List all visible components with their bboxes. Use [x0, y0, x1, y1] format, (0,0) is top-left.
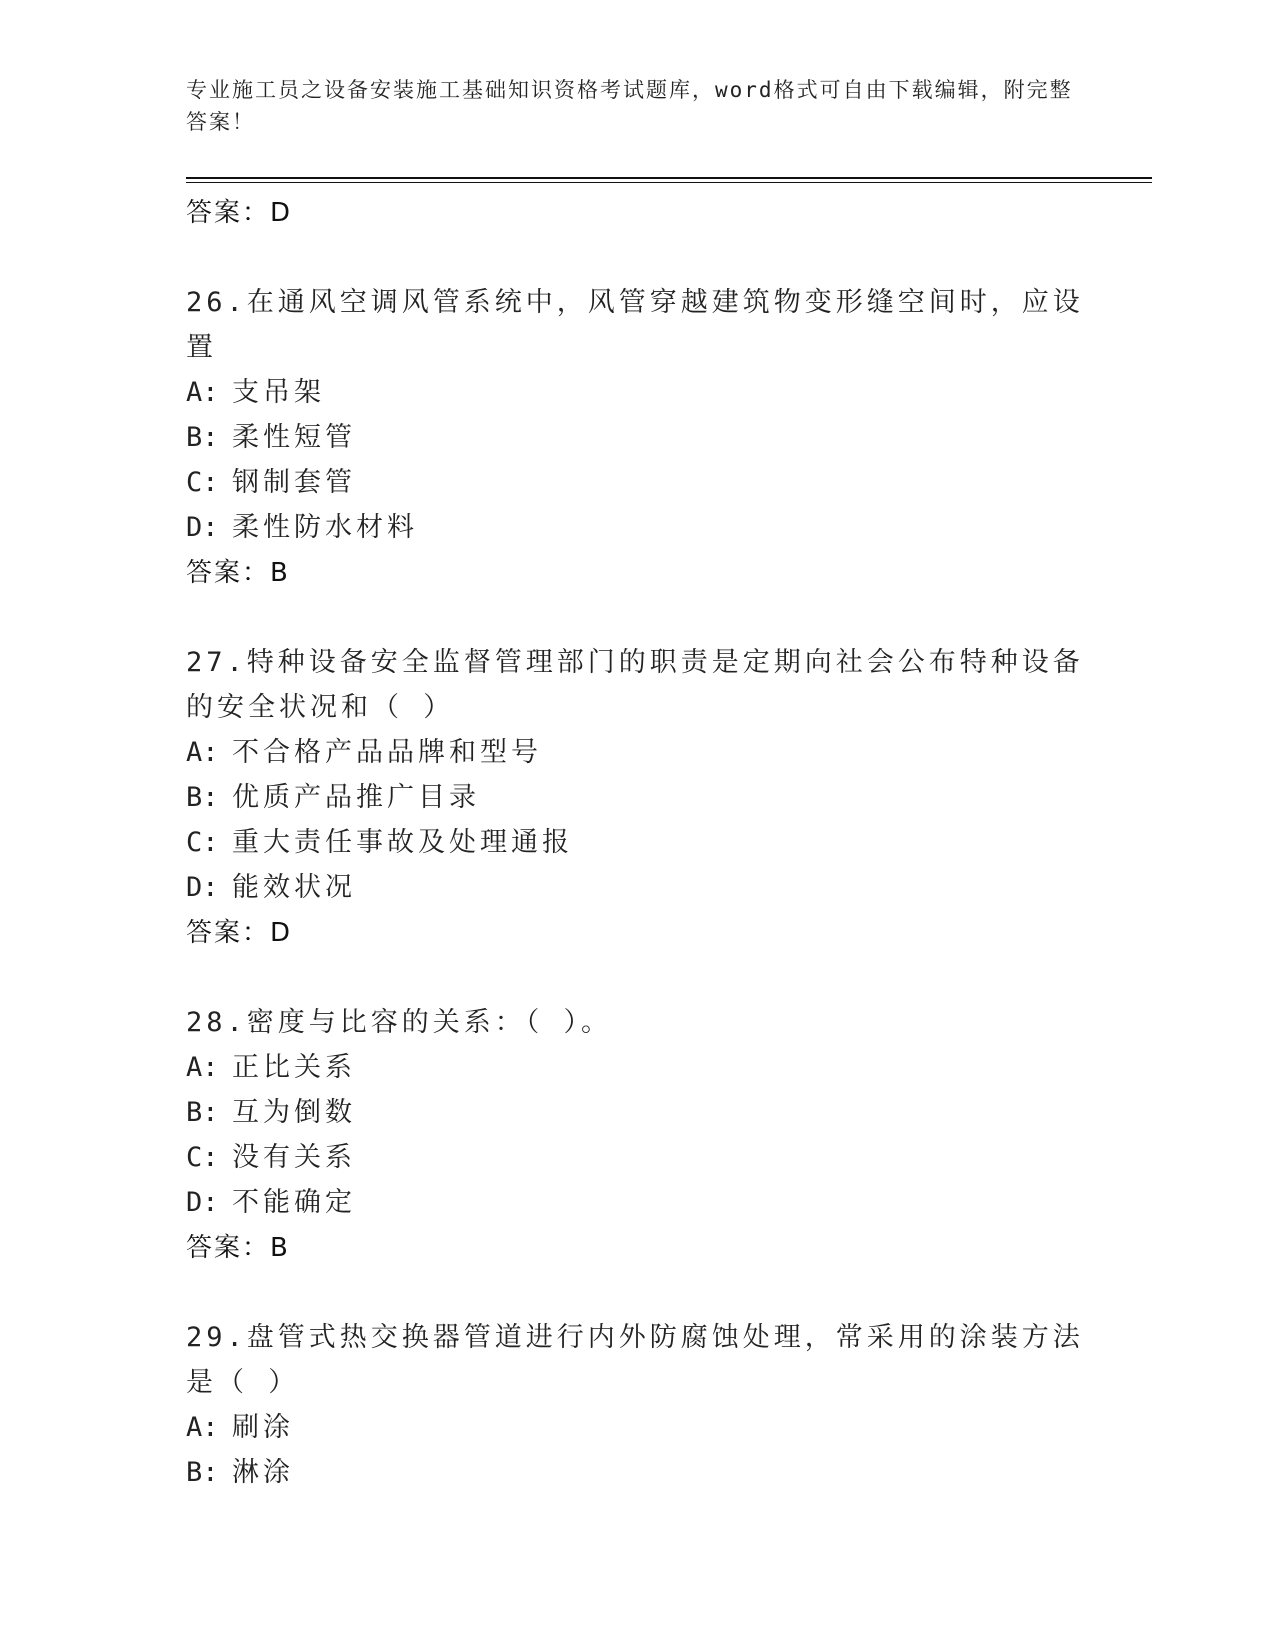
option-text: 不能确定: [232, 1187, 356, 1218]
option-letter: A:: [186, 1412, 219, 1443]
option-d: [186, 505, 1086, 550]
option-text: 刷涂: [232, 1412, 294, 1443]
question-stem: 29.盘管式热交换器管道进行内外防腐蚀处理，常采用的涂装方法是（ ）: [186, 1322, 1084, 1398]
option-letter: A:: [186, 737, 219, 768]
option-text: 不合格产品品牌和型号: [232, 737, 542, 768]
header-divider-thin: [186, 182, 1152, 183]
question-stem: 28.密度与比容的关系：（ ）。: [186, 1007, 613, 1038]
option-letter: A:: [186, 1052, 219, 1083]
option-text: 互为倒数: [232, 1097, 356, 1128]
option-a: [186, 1405, 1086, 1450]
header-divider-thick: [186, 177, 1152, 179]
option-letter: B:: [186, 782, 219, 813]
question-26: [186, 280, 1086, 596]
option-c: [186, 1135, 1086, 1180]
option-text: 柔性防水材料: [232, 512, 418, 543]
option-text: 没有关系: [232, 1142, 356, 1173]
question-28: [186, 1000, 1086, 1271]
option-letter: D:: [186, 1187, 219, 1218]
answer: 答案：D: [186, 918, 293, 948]
option-b: [186, 775, 1086, 820]
question-list: [186, 190, 1086, 1495]
option-a: [186, 730, 1086, 775]
option-a: [186, 370, 1086, 415]
option-letter: D:: [186, 512, 219, 543]
option-letter: C:: [186, 827, 219, 858]
question-29: [186, 1315, 1086, 1495]
option-b: [186, 1090, 1086, 1135]
option-text: 钢制套管: [232, 467, 356, 498]
option-text: 柔性短管: [232, 422, 356, 453]
document-header: 专业施工员之设备安装施工基础知识资格考试题库，word格式可自由下载编辑，附完整答案！: [186, 78, 1073, 134]
option-c: [186, 820, 1086, 865]
option-c: [186, 460, 1086, 505]
option-a: [186, 1045, 1086, 1090]
question-27: [186, 640, 1086, 956]
option-text: 淋涂: [232, 1457, 294, 1488]
option-letter: D:: [186, 872, 219, 903]
previous-answer: 答案：D: [186, 198, 293, 228]
option-text: 重大责任事故及处理通报: [232, 827, 573, 858]
option-letter: B:: [186, 1457, 219, 1488]
option-text: 支吊架: [232, 377, 325, 408]
option-letter: A:: [186, 377, 219, 408]
answer: 答案：B: [186, 1233, 290, 1263]
option-letter: C:: [186, 1142, 219, 1173]
option-letter: B:: [186, 1097, 219, 1128]
option-d: [186, 865, 1086, 910]
option-text: 正比关系: [232, 1052, 356, 1083]
answer: 答案：B: [186, 558, 290, 588]
option-text: 能效状况: [232, 872, 356, 903]
option-letter: C:: [186, 467, 219, 498]
option-d: [186, 1180, 1086, 1225]
question-stem: 27.特种设备安全监督管理部门的职责是定期向社会公布特种设备的安全状况和（ ）: [186, 647, 1084, 723]
option-b: [186, 415, 1086, 460]
option-text: 优质产品推广目录: [232, 782, 480, 813]
option-b: [186, 1450, 1086, 1495]
option-letter: B:: [186, 422, 219, 453]
question-stem: 26.在通风空调风管系统中，风管穿越建筑物变形缝空间时，应设置: [186, 287, 1084, 363]
